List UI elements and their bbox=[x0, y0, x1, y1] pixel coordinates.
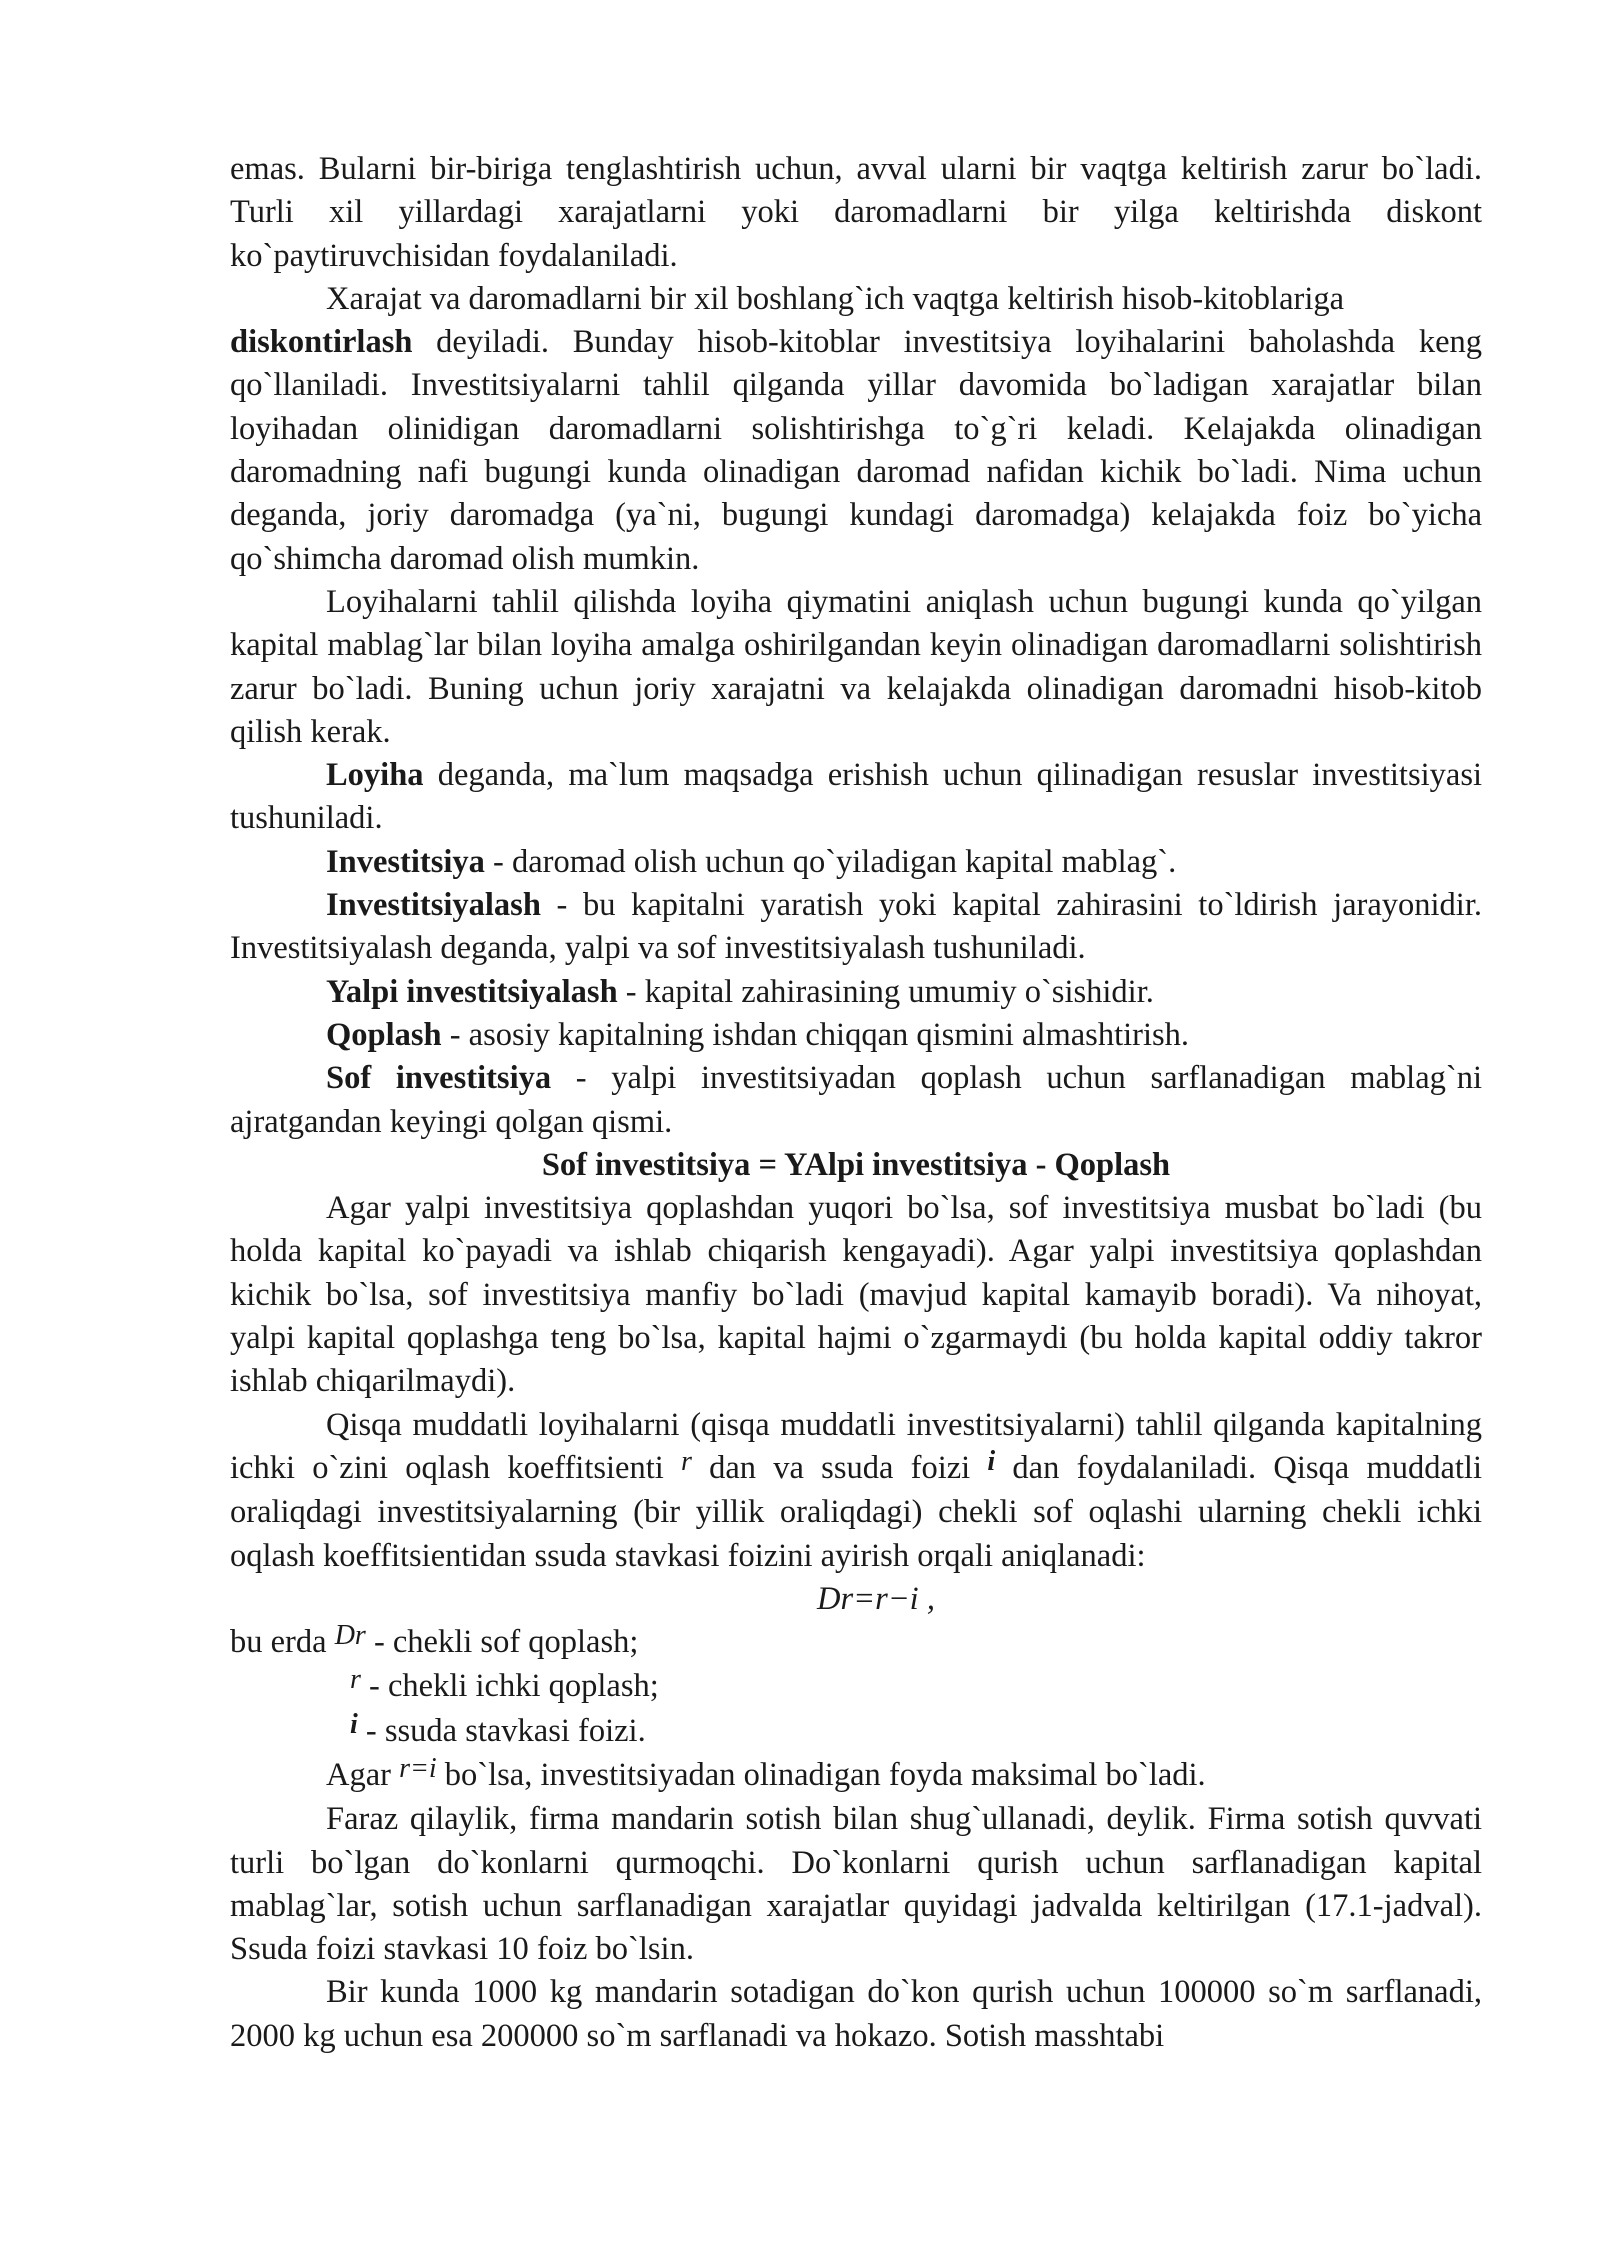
paragraph-bir-kunda: Bir kunda 1000 kg mandarin sotadigan do`kon qurish uchun 100000 so`m sarflanadi, 2000 kg uchun esa 200000 so`m sarflanadi va hokazo. Sotish masshtabi bbox=[230, 1974, 1482, 2054]
paragraph-3: Loyihalarni tahlil qilishda loyiha qiymatini aniqlash uchun bugungi kunda qo`yilgan kapital mablag`lar bilan loyiha amalga oshirilgandan keyin olinadigan daromadlarni solishtirish zarur bo`ladi. Buning uchun joriy xarajatni va kelajakda olinadigan daromadni hisob-kitob qilish kerak. bbox=[230, 583, 1482, 750]
paragraph-qisqa-text-c: dan foydalaniladi. Qisqa muddatli oraliqdagi investitsiyalarning (bir yillik oraliqdagi) chekli sof oqlashi ularning chekli ichki oqlash koeffitsientidan ssuda stavkasi foizini ayirish orqali aniqlanadi: bbox=[230, 1449, 1482, 1574]
term-sof-investitsiya: Sof investitsiya bbox=[326, 1060, 552, 1097]
paragraph-yalpi-vs-qoplash: Agar yalpi investitsiya qoplashdan yuqori bo`lsa, sof investitsiya musbat bo`ladi (bu holda kapital ko`payadi va ishlab chiqarish kengayadi). Agar yalpi investitsiya qoplashdan kichik bo`lsa, sof investitsiya manfiy bo`ladi (mavjud kapital kamayib boradi). Va nihoyat, yalpi kapital qoplashga teng bo`lsa, kapital hajmi o`zgarmaydi (bu holda kapital oddiy takror ishlab chiqarilmaydi). bbox=[230, 1190, 1482, 1400]
definition-loyiha-text: deganda, ma`lum maqsadga erishish uchun qilinadigan resuslar investitsiyasi tushuniladi. bbox=[230, 757, 1482, 837]
legend-r bbox=[230, 1665, 1482, 1709]
term-investitsiyalash: Investitsiyalash bbox=[326, 887, 541, 924]
legend-dr-text: - chekli sof qoplash; bbox=[365, 1624, 639, 1661]
paragraph-agar-r-i bbox=[230, 1754, 1482, 1798]
formula-dr: Dr=r−i , bbox=[817, 1580, 935, 1617]
term-yalpi-investitsiyalash: Yalpi investitsiyalash bbox=[326, 973, 618, 1010]
term-diskontirlash: diskontirlash bbox=[230, 324, 413, 361]
legend-r-text: - chekli ichki qoplash; bbox=[360, 1668, 659, 1705]
paragraph-qisqa-muddatli bbox=[230, 1404, 1482, 1578]
paragraph-agar-prefix: Agar bbox=[326, 1756, 400, 1793]
paragraph-1: emas. Bularni bir-biriga tenglashtirish uchun, avval ularni bir vaqtga keltirish zarur bo`ladi. Turli xil yillardagi xarajatlarni yoki daromadlarni bir yilga keltirishda diskont ko`paytiruvchisidan foydalaniladi. bbox=[230, 151, 1482, 274]
definition-investitsiyalash-text: - bu kapitalni yaratish yoki kapital zahirasini to`ldirish jarayonidir. Investitsiyalash deganda, yalpi va sof investitsiyalash tushuniladi. bbox=[230, 887, 1482, 967]
paragraph-2-text-b: deyiladi. Bunday hisob-kitoblar investitsiya loyihalarini baholashda keng qo`llaniladi. Investitsiyalarni tahlil qilganda yillar davomida bo`ladigan xarajatlar bilan loyihadan olinidigan daromadlarni solishtirishga to`g`ri keladi. Kelajakda olinadigan daromadning nafi bugungi kunda olinadigan daromad nafidan kichik bo`ladi. Nima uchun deganda, joriy daromadga (ya`ni, bugungi kundagi daromadga) kelajakda foiz bo`yicha qo`shimcha daromad olish mumkin. bbox=[230, 324, 1482, 577]
variable-r-legend: r bbox=[350, 1664, 361, 1696]
definition-sof-investitsiya bbox=[230, 1057, 1482, 1144]
legend-dr-prefix: bu erda bbox=[230, 1624, 335, 1661]
variable-dr: Dr bbox=[334, 1620, 366, 1652]
legend-i bbox=[230, 1710, 1482, 1754]
term-investitsiya: Investitsiya bbox=[326, 843, 485, 880]
variable-i: i bbox=[987, 1445, 996, 1477]
definition-qoplash-text: - asosiy kapitalning ishdan chiqqan qismini almashtirish. bbox=[441, 1016, 1190, 1053]
paragraph-qisqa-text-a: Qisqa muddatli loyihalarni (qisqa muddatli investitsiyalarni) tahlil qilganda kapitalning ichki o`zini oqlash koeffitsienti bbox=[230, 1406, 1482, 1486]
paragraph-firma-mandarin: Faraz qilaylik, firma mandarin sotish bilan shug`ullanadi, deylik. Firma sotish quvvati turli bo`lgan do`konlarni qurmoqchi. Do`konlarni qurish uchun sarflanadigan kapital mablag`lar, sotish uchun sarflanadigan xarajatlar quyidagi jadvalda keltirilgan (17.1-jadval). Ssuda foizi stavkasi 10 foiz bo`lsin. bbox=[230, 1801, 1482, 1968]
paragraph-2 bbox=[230, 278, 1482, 581]
term-loyiha: Loyiha bbox=[326, 757, 424, 794]
variable-i-legend: i bbox=[350, 1708, 358, 1740]
definition-sof-text: - yalpi investitsiyadan qoplash uchun sarflanadigan mablag`ni ajratgandan keyingi qolgan qismi. bbox=[230, 1060, 1482, 1140]
variable-r: r bbox=[681, 1445, 692, 1477]
definition-yalpi-text: - kapital zahirasining umumiy o`sishidir. bbox=[617, 973, 1154, 1010]
legend-dr bbox=[230, 1621, 1482, 1665]
definition-investitsiya bbox=[230, 841, 1482, 884]
paragraph-2-text-a: Xarajat va daromadlarni bir xil boshlang`ich vaqtga keltirish hisob-kitoblariga bbox=[326, 280, 1345, 317]
definition-investitsiya-text: - daromad olish uchun qo`yiladigan kapital mablag`. bbox=[484, 843, 1177, 880]
definition-loyiha bbox=[230, 754, 1482, 841]
paragraph-qisqa-text-b: dan va ssuda foizi bbox=[691, 1449, 988, 1486]
formula-sof-investitsiya: Sof investitsiya = YAlpi investitsiya - Qoplash bbox=[541, 1146, 1171, 1183]
paragraph-agar-text: bo`lsa, investitsiyadan olinadigan foyda maksimal bo`ladi. bbox=[436, 1756, 1206, 1793]
definition-yalpi-investitsiyalash bbox=[230, 971, 1482, 1014]
legend-i-text: - ssuda stavkasi foizi. bbox=[357, 1712, 646, 1749]
term-qoplash: Qoplash bbox=[326, 1016, 442, 1053]
definition-investitsiyalash bbox=[230, 884, 1482, 971]
definition-qoplash bbox=[230, 1014, 1482, 1057]
variable-r-eq-i: r=i bbox=[399, 1752, 437, 1784]
